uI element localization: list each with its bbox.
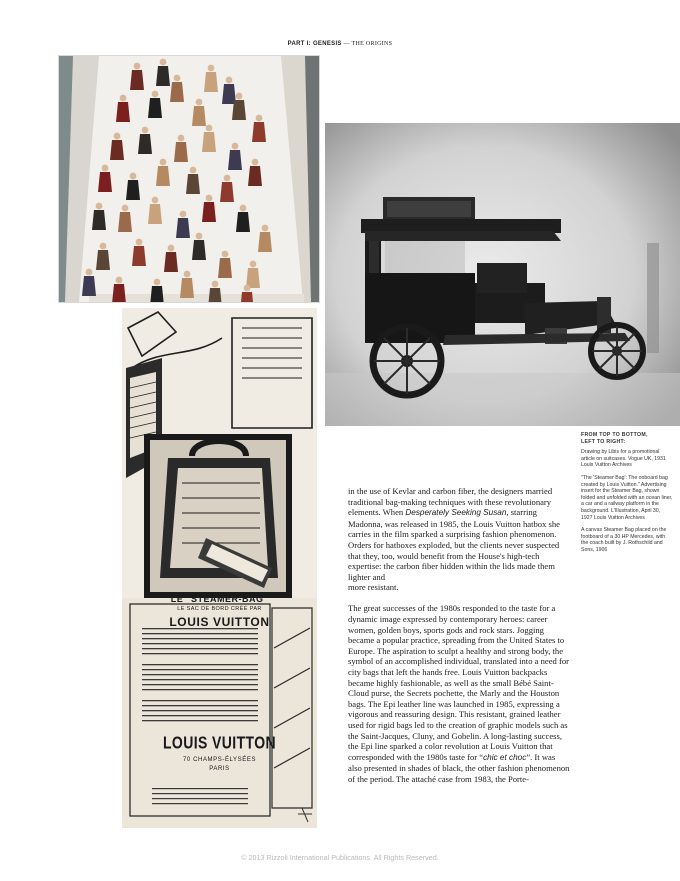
crowd-illustration (58, 55, 320, 303)
header-section: THE ORIGINS (351, 41, 393, 47)
steamer-bag-advertisement (122, 308, 317, 828)
ad-subline: LE SAC DE BORD CRÉÉ PAR (177, 606, 262, 612)
crowd-figure (130, 70, 144, 90)
crowd-figure (252, 122, 266, 142)
header-separator: — (341, 41, 352, 47)
crowd-figure (258, 232, 272, 252)
crowd-figure-head (152, 91, 159, 98)
crowd-figure-head (116, 277, 123, 284)
crowd-figure-head (224, 175, 231, 182)
crowd-figure-head (240, 205, 247, 212)
crowd-figure-head (206, 195, 213, 202)
crowd-figure-head (114, 133, 121, 140)
header-part: PART I: GENESIS (287, 41, 342, 47)
crowd-figure (232, 100, 246, 120)
crowd-figure (222, 84, 236, 104)
crowd-figure (132, 246, 146, 266)
crowd-figure (138, 134, 152, 154)
ad-brand-bottom: LOUIS VUITTON (162, 732, 277, 752)
crowd-figure (204, 72, 218, 92)
ad-brand-top: LOUIS VUITTON (169, 615, 270, 629)
crowd-figure (170, 82, 184, 102)
crowd-figure (156, 166, 170, 186)
p1-film-title: Desperately Seeking Susan (405, 508, 507, 518)
crowd-figure (96, 250, 110, 270)
crowd-figure-head (178, 135, 185, 142)
crowd-figure (156, 66, 170, 86)
running-header (0, 41, 680, 47)
crowd-figure (98, 172, 112, 192)
crowd-figure-head (142, 127, 149, 134)
crowd-figure (148, 98, 162, 118)
crowd-figure (248, 166, 262, 186)
crowd-figure (174, 142, 188, 162)
crowd-figure-head (212, 281, 219, 288)
crowd-figure-head (226, 77, 233, 84)
crowd-figure (180, 278, 194, 298)
crowd-figure-head (244, 285, 251, 292)
crowd-figure-head (252, 159, 259, 166)
crowd-figure (218, 258, 232, 278)
crowd-figure-head (184, 271, 191, 278)
crowd-figure-head (190, 167, 197, 174)
caption-heading (581, 432, 673, 445)
ad-city: PARIS (209, 766, 230, 772)
crowd-figure (220, 182, 234, 202)
caption-heading-line-2: LEFT TO RIGHT: (581, 438, 626, 445)
crowd-figure (236, 212, 250, 232)
paragraph-2 (348, 603, 570, 784)
crowd-figure-head (208, 65, 215, 72)
crowd-figure (110, 140, 124, 160)
crowd-figure (116, 102, 130, 122)
ad-headline: LE "STEAMER-BAG" (170, 594, 269, 604)
crowd-figure-head (174, 75, 181, 82)
crowd-figure (118, 212, 132, 232)
crowd-figure (192, 106, 206, 126)
crowd-figure (208, 288, 222, 302)
crowd-figure-head (120, 95, 127, 102)
car-photograph (325, 123, 680, 426)
crowd-figure (176, 218, 190, 238)
crowd-figure-head (134, 63, 141, 70)
caption-heading-line-1: FROM TOP TO BOTTOM, (581, 432, 648, 438)
crowd-figure-head (96, 203, 103, 210)
crowd-figure-head (222, 251, 229, 258)
crowd-figure-head (196, 233, 203, 240)
p2-text-a: The great successes of the 1980s responded to the taste for a dynamic image expressed by contemporary heroes: career women, golden boys, sports gods and rock stars. Jogging became a popular practice, spreading from the United States to Europe. The aspiration to sculpt a healthy and strong body, the symbol of an accomplished individual, translated into a need for city bags that left the hands free. Louis Vuitton backpacks became highly fashionable, as well as the small Bébé Saint-Cloud purse, the Secrets pochette, the Marly and the Houston bags. The Epi leather line was launched in 1985, expressing a vigorous and reassuring design. This resistant, grained leather used for rigid bags led to the creation of graphic models such as the Saint-Jacques, Cluny, and Gobelin. A long-lasting success, the Epi line sparked a color revolution at Louis Vuitton that corresponded with the 1980s taste for “ (348, 603, 569, 762)
crowd-figure (126, 180, 140, 200)
crowd-figure-head (232, 143, 239, 150)
crowd-figure-head (136, 239, 143, 246)
crowd-figure-head (122, 205, 129, 212)
crowd-figure-head (196, 99, 203, 106)
crowd-figure-head (160, 159, 167, 166)
ad-address: 70 CHAMPS-ÉLYSÉES (182, 757, 257, 763)
p2-text-b: ”. It was also presented in shades of black, the other fashion phenomenon of the period. The attaché case from 1983, the Porte- (348, 751, 570, 784)
crowd-figure-head (152, 197, 159, 204)
crowd-figure-head (236, 93, 243, 100)
crowd-figure-head (250, 261, 257, 268)
crowd-figure (202, 202, 216, 222)
caption-3: A canvas Steamer Bag placed on the footboard of a 30 HP Mercedes, with the coach built by J. Rothschild and Sons, 1906 (581, 527, 667, 553)
crowd-figure (202, 132, 216, 152)
crowd-figure (82, 276, 96, 296)
p1-text-b: , starring Madonna, was released in 1985, the Louis Vuitton hatbox she carries in the film sparked a surprising fashion phenomenon. Orders for hatboxes exploded, but the clients never suspected that they, too, would benefit from the House's high-tech expertise: the carbon fiber hidden within the lids made them lighter and (348, 507, 560, 582)
crowd-figure (148, 204, 162, 224)
captions-column (581, 432, 673, 560)
crowd-figure (228, 150, 242, 170)
crowd-figure-head (256, 115, 263, 122)
crowd-figure-head (168, 245, 175, 252)
paragraph-1 (348, 486, 570, 593)
p1-text-end: more resistant. (348, 582, 399, 593)
caption-2: "The 'Steamer Bag': The onboard bag created by Louis Vuitton." Advertising insert for the Steamer Bag, shown folded and unfolded with an ocean liner, a car and a railway platform in the background. L'Illustration, April 30, 1927 Louis Vuitton Archives (581, 474, 673, 521)
p2-chic-et-choc: chic et choc (483, 752, 527, 762)
crowd-figure-head (262, 225, 269, 232)
crowd-figure-head (100, 243, 107, 250)
crowd-figure (164, 252, 178, 272)
crowd-figure (112, 284, 126, 302)
copyright-footer: © 2013 Rizzoli International Publications. All Rights Reserved. (241, 853, 439, 862)
crowd-figure (192, 240, 206, 260)
crowd-figure (240, 292, 254, 302)
crowd-figure (150, 286, 164, 302)
body-column (348, 486, 570, 795)
crowd-figure-head (130, 173, 137, 180)
p1-text-a: in the use of Kevlar and carbon fiber, the designers married traditional bag-making techniques with these revolutionary elements. When (348, 486, 553, 518)
crowd-figure-head (180, 211, 187, 218)
crowd-figure-head (160, 59, 167, 66)
crowd-figure-head (86, 269, 93, 276)
crowd-figure (92, 210, 106, 230)
crowd-figure-head (154, 279, 161, 286)
crowd-figure (186, 174, 200, 194)
caption-1: Drawing by Libis for a promotional article on suitcases. Vogue UK, 1931 Louis Vuitton Archives (581, 449, 666, 469)
crowd-figure-head (206, 125, 213, 132)
crowd-figure-head (102, 165, 109, 172)
